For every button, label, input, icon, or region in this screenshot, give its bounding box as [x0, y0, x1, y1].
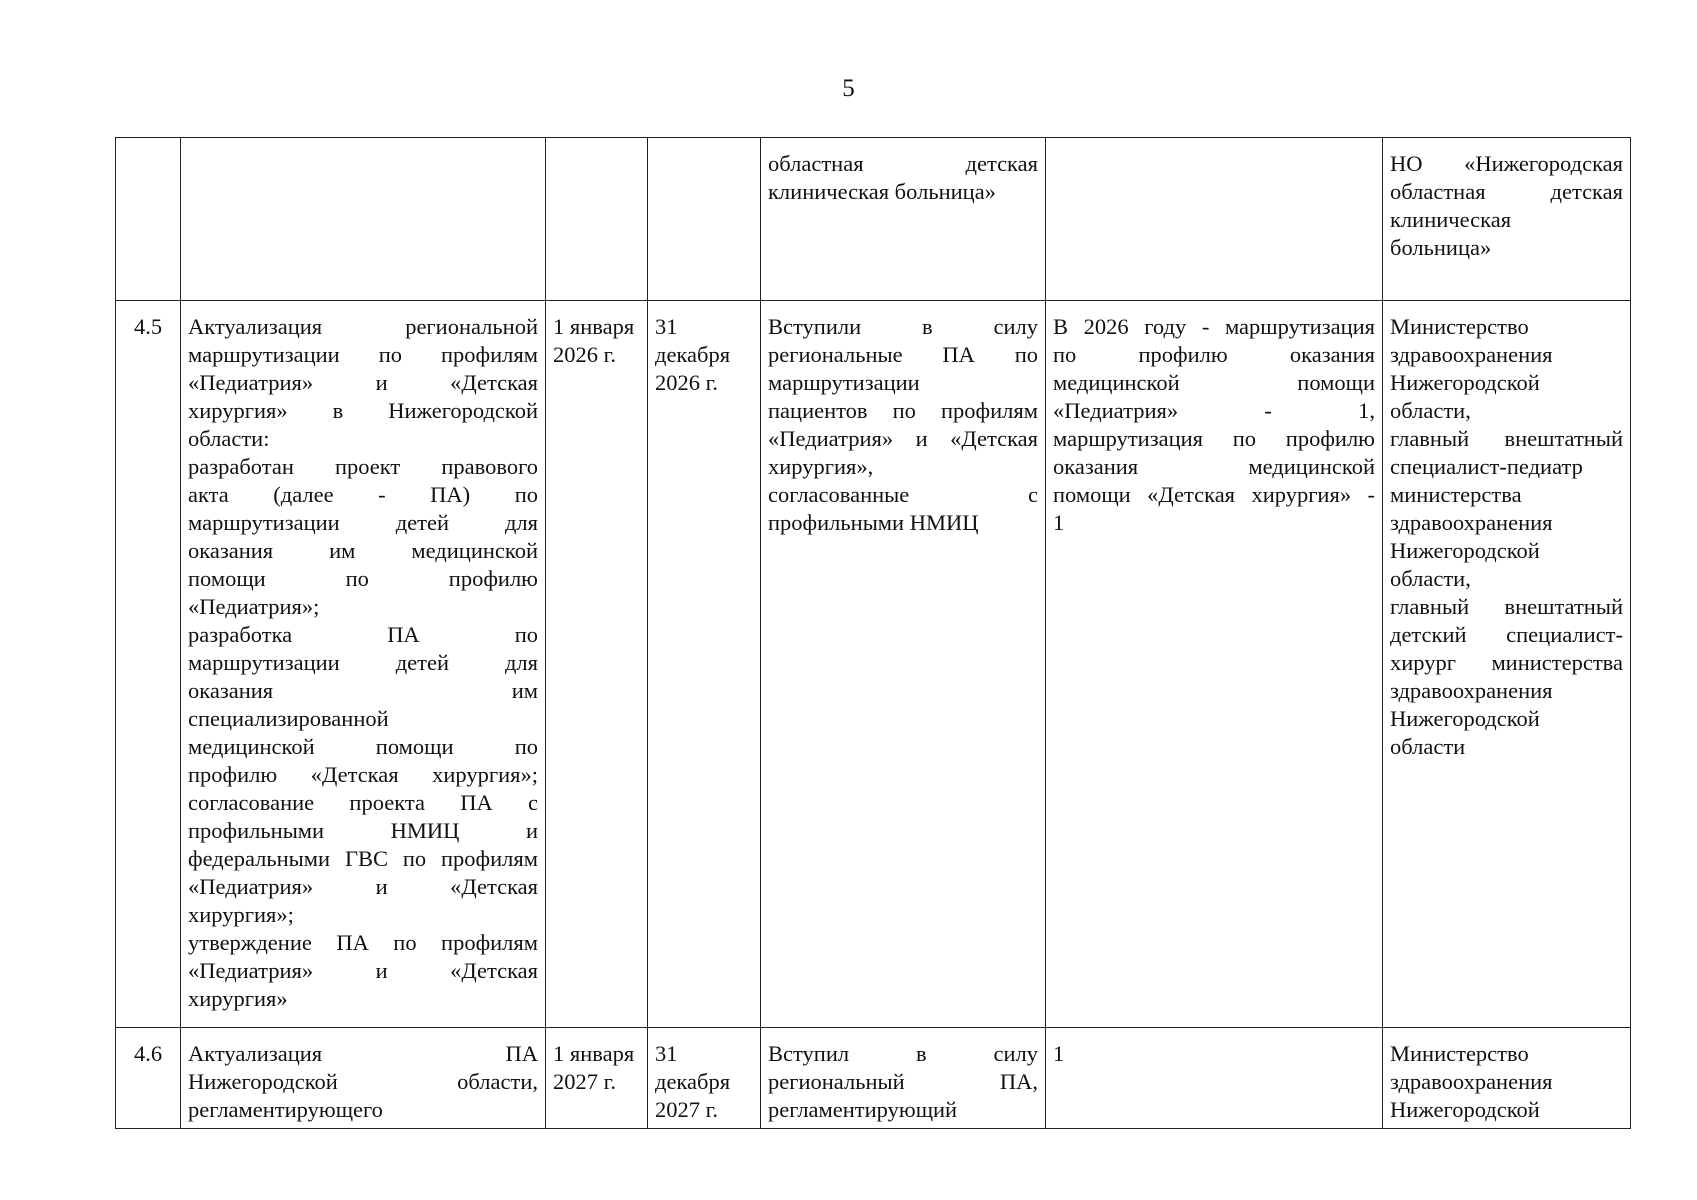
cell-line: декабря [655, 1069, 731, 1094]
cell-line: регламентирующего [188, 1097, 383, 1122]
cell-line: маршрутизации детей для [188, 510, 538, 535]
cell-line: региональный ПА, [768, 1069, 1038, 1094]
cell-line: федеральными ГВС по профилям [188, 846, 538, 871]
cell-line: «Педиатрия» и «Детская [768, 426, 1038, 451]
cell-line: декабря [655, 342, 731, 367]
table-row [116, 138, 1631, 301]
cell-line: 2026 г. [553, 342, 616, 367]
cell-line: утверждение ПА по профилям [188, 930, 538, 955]
cell-line: пациентов по профилям [768, 398, 1038, 423]
cell-line: клиническая [1390, 207, 1512, 232]
responsible-cell [1383, 1028, 1631, 1129]
activity-cell [181, 1028, 546, 1129]
cell-line: профильными НМИЦ и [188, 818, 538, 843]
activity-cell [181, 301, 546, 1028]
cell-line: Актуализация региональной [188, 314, 538, 339]
cell-line: «Педиатрия»; [188, 594, 320, 619]
cell-line: Министерство [1390, 314, 1529, 339]
cell-line: хирургия», [768, 454, 874, 479]
cell-line: Актуализация ПА [188, 1041, 538, 1066]
cell-line: 1 января [553, 1041, 635, 1066]
indicator-cell [1046, 1028, 1383, 1129]
cell-line: 31 [655, 314, 678, 339]
cell-line: маршрутизации по профилям [188, 342, 538, 367]
cell-line: больница» [1390, 235, 1492, 260]
cell-line: хирургия» [188, 986, 288, 1011]
start-date-cell [546, 1028, 648, 1129]
cell-line: главный внештатный [1390, 594, 1623, 619]
result-cell [761, 138, 1046, 301]
cell-line: специалист-педиатр [1390, 454, 1583, 479]
row-number: 4.6 [116, 1028, 181, 1129]
cell-line: 2027 г. [553, 1069, 616, 1094]
page-number: 5 [842, 75, 855, 102]
cell-line: «Педиатрия» и «Детская [188, 958, 538, 983]
cell-line: оказания им медицинской [188, 538, 538, 563]
cell-line: детский специалист- [1390, 622, 1623, 647]
measures-table [115, 137, 1631, 1129]
cell-line: маршрутизации [768, 370, 920, 395]
cell-line: области, [1390, 398, 1471, 423]
indicator-cell [1046, 138, 1383, 301]
cell-line: маршрутизация по профилю [1053, 426, 1375, 451]
cell-line: 2027 г. [655, 1097, 718, 1122]
row-number [116, 138, 181, 301]
cell-line: медицинской помощи [1053, 370, 1375, 395]
cell-line: 2026 г. [655, 370, 718, 395]
cell-line: Министерство [1390, 1041, 1529, 1066]
cell-line: Нижегородской [1390, 538, 1540, 563]
cell-line: специализированной [188, 706, 389, 731]
cell-line: согласование проекта ПА с [188, 790, 538, 815]
start-date-cell [546, 138, 648, 301]
cell-line: «Педиатрия» и «Детская [188, 370, 538, 395]
indicator-cell [1046, 301, 1383, 1028]
cell-line: главный внештатный [1390, 426, 1623, 451]
cell-line: здравоохранения [1390, 678, 1553, 703]
cell-line: профилю «Детская хирургия»; [188, 762, 538, 787]
cell-line: хирургия» в Нижегородской [188, 398, 538, 423]
cell-line: 1 [1053, 1041, 1065, 1066]
cell-line: оказания им [188, 678, 538, 703]
cell-line: 1 [1053, 510, 1065, 535]
cell-line: профильными НМИЦ [768, 510, 979, 535]
result-cell [761, 1028, 1046, 1129]
cell-line: Нижегородской [1390, 370, 1540, 395]
cell-line: помощи «Детская хирургия» - [1053, 482, 1375, 507]
row-number: 4.5 [116, 301, 181, 1028]
cell-line: областная детская [1390, 179, 1623, 204]
cell-line: «Педиатрия» и «Детская [188, 874, 538, 899]
cell-line: Вступили в силу [768, 314, 1038, 339]
cell-line: НО «Нижегородская [1390, 151, 1623, 176]
end-date-cell [648, 138, 761, 301]
cell-line: по профилю оказания [1053, 342, 1375, 367]
cell-line: медицинской помощи по [188, 734, 538, 759]
cell-line: помощи по профилю [188, 566, 538, 591]
cell-line: «Педиатрия» - 1, [1053, 398, 1375, 423]
start-date-cell [546, 301, 648, 1028]
cell-line: регламентирующий [768, 1097, 958, 1122]
cell-line: областная детская [768, 151, 1038, 176]
responsible-cell [1383, 301, 1631, 1028]
cell-line: здравоохранения [1390, 510, 1553, 535]
cell-line: области [1390, 734, 1466, 759]
result-cell [761, 301, 1046, 1028]
cell-line: разработан проект правового [188, 454, 538, 479]
end-date-cell [648, 1028, 761, 1129]
table-row [116, 1028, 1631, 1129]
cell-line: здравоохранения [1390, 342, 1553, 367]
cell-line: разработка ПА по [188, 622, 538, 647]
cell-line: Вступил в силу [768, 1041, 1038, 1066]
cell-line: здравоохранения [1390, 1069, 1553, 1094]
responsible-cell [1383, 138, 1631, 301]
cell-line: хирург министерства [1390, 650, 1623, 675]
cell-line: акта (далее - ПА) по [188, 482, 538, 507]
cell-line: хирургия»; [188, 902, 294, 927]
cell-line: области: [188, 426, 270, 451]
cell-line: области, [1390, 566, 1471, 591]
cell-line: оказания медицинской [1053, 454, 1375, 479]
cell-line: 31 [655, 1041, 678, 1066]
cell-line: маршрутизации детей для [188, 650, 538, 675]
cell-line: клиническая больница» [768, 179, 996, 204]
table-row [116, 301, 1631, 1028]
cell-line: Нижегородской области, [188, 1069, 538, 1094]
cell-line: региональные ПА по [768, 342, 1038, 367]
cell-line: министерства [1390, 482, 1522, 507]
cell-line: Нижегородской [1390, 706, 1540, 731]
activity-cell [181, 138, 546, 301]
cell-line: В 2026 году - маршрутизация [1053, 314, 1375, 339]
cell-line: 1 января [553, 314, 635, 339]
end-date-cell [648, 301, 761, 1028]
cell-line: Нижегородской [1390, 1097, 1540, 1122]
cell-line: согласованные с [768, 482, 1038, 507]
